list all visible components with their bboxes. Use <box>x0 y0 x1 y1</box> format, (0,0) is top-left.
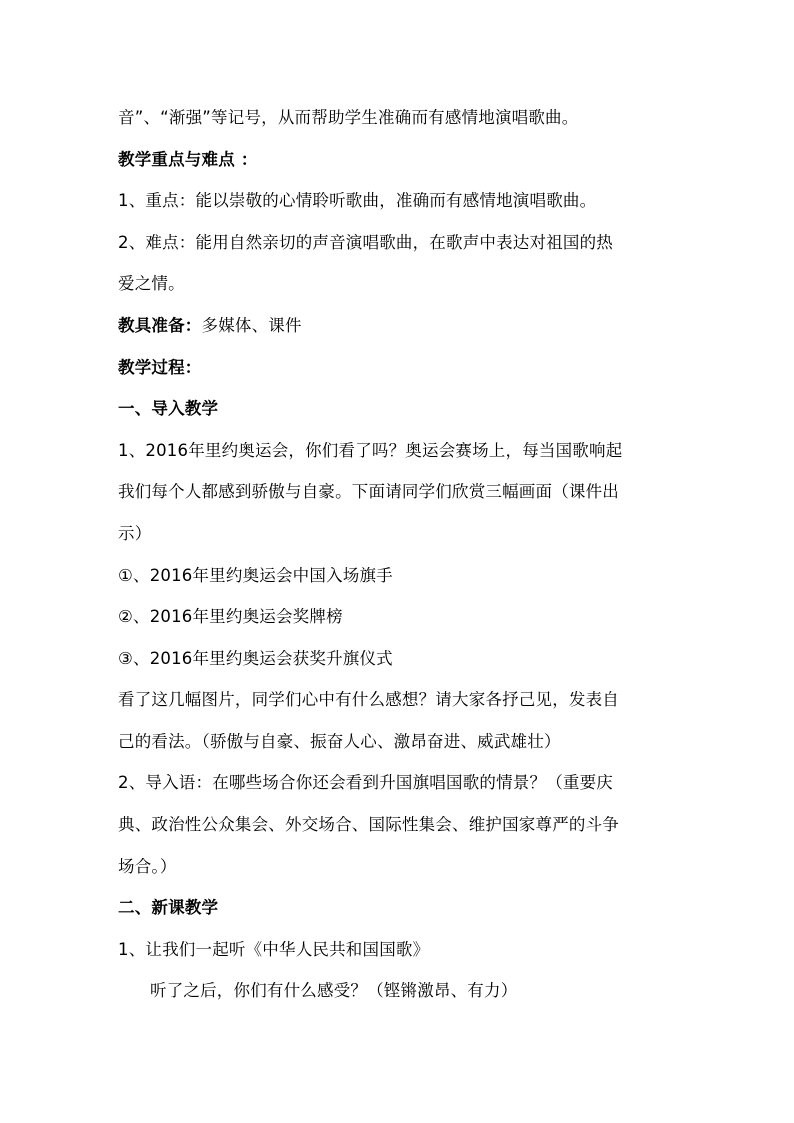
heading-section-2: 二、新课教学 <box>118 898 219 917</box>
teaching-aids-value: 多媒体、课件 <box>201 316 302 335</box>
section-1-item-2-line-3: 场合。） <box>118 857 177 876</box>
reflection-line-2: 己的看法。（骄傲与自豪、振奋人心、激昂奋进、威武雄壮） <box>118 732 561 751</box>
section-1-item-1-line-1: 1、2016年里约奥运会，你们看了吗？奥运会赛场上，每当国歌响起 <box>118 441 623 460</box>
list-item-circled-1: ①、2016年里约奥运会中国入场旗手 <box>118 566 393 585</box>
section-1-item-2-line-2: 典、政治性公众集会、外交场合、国际性集会、维护国家尊严的斗争 <box>118 815 619 834</box>
section-1-item-1-line-2: 我们每个人都感到骄傲与自豪。下面请同学们欣赏三幅画面（课件出 <box>118 482 619 501</box>
key-point-2-line-2: 爱之情。 <box>118 274 185 293</box>
section-1-item-1-line-3: 示） <box>118 524 152 543</box>
intro-continuation-line: 音”、“渐强”等记号，从而帮助学生准确而有感情地演唱歌曲。 <box>118 108 579 127</box>
section-1-item-2-line-1: 2、导入语：在哪些场合你还会看到升国旗唱国歌的情景？（重要庆 <box>118 773 613 792</box>
reflection-line-1: 看了这几幅图片，同学们心中有什么感想？请大家各抒己见，发表自 <box>118 690 619 709</box>
list-item-circled-2: ②、2016年里约奥运会奖牌榜 <box>118 607 343 626</box>
teaching-aids-label: 教具准备： <box>118 316 202 335</box>
list-item-circled-3: ③、2016年里约奥运会获奖升旗仪式 <box>118 649 393 668</box>
key-point-2-line-1: 2、难点：能用自然亲切的声音演唱歌曲，在歌声中表达对祖国的热 <box>118 233 613 252</box>
key-point-1: 1、重点：能以崇敬的心情聆听歌曲，准确而有感情地演唱歌曲。 <box>118 191 597 210</box>
heading-teaching-process: 教学过程： <box>118 358 202 377</box>
section-2-item-1: 1、让我们一起听《中华人民共和国国歌》 <box>118 940 430 959</box>
teaching-aids <box>118 314 302 338</box>
heading-key-points: 教学重点与难点 ： <box>118 150 258 169</box>
section-2-item-1-followup: 听了之后，你们有什么感受？（铿锵激昂、有力） <box>150 981 518 1000</box>
heading-section-1: 一、导入教学 <box>118 399 219 418</box>
